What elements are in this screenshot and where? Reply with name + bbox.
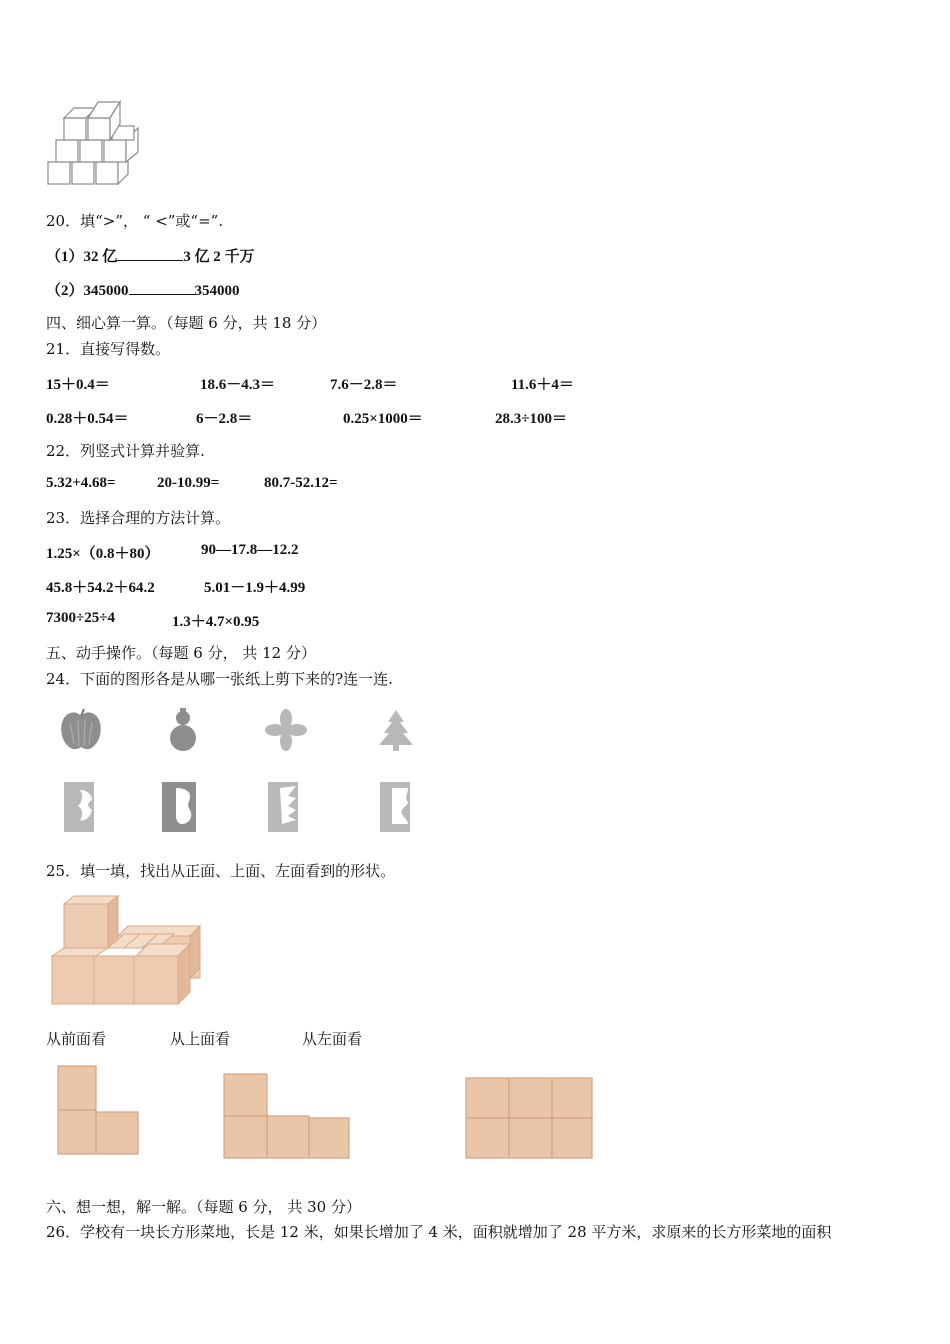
q20-item-1 (46, 246, 255, 266)
q21-row1-item4: 11.6＋4＝ (511, 377, 574, 393)
q24-title: 24．下面的图形各是从哪一张纸上剪下来的?连一连. (46, 670, 393, 688)
q21-row2-item1: 0.28＋0.54＝ (46, 411, 129, 427)
q20-item2-left: （2）345000 (46, 283, 129, 299)
view-shape-1[interactable] (56, 1064, 142, 1158)
q26-title: 26．学校有一块长方形菜地，长是 12 米，如果长增加了 4 米，面积就增加了 28 平方米，求原来的长方形菜地的面积 (46, 1223, 832, 1241)
section5-title: 五、动手操作。（每题 6 分， 共 12 分） (46, 644, 316, 662)
q20-item2-blank[interactable] (129, 280, 195, 295)
q23-row3-item2: 1.3＋4.7×0.95 (172, 614, 260, 630)
q20-item-2 (46, 280, 240, 300)
q20-item2-right: 354000 (194, 283, 240, 299)
q21-row1-item2: 18.6－4.3＝ (200, 377, 276, 393)
q21-row1-item1: 15＋0.4＝ (46, 377, 110, 393)
q23-row2-item2: 5.01－1.9＋4.99 (204, 580, 306, 596)
q20-item1-right: 3 亿 2 千万 (183, 249, 255, 265)
section6-title: 六、想一想，解一解。（每题 6 分， 共 30 分） (46, 1198, 361, 1216)
q21-row2-item4: 28.3÷100＝ (495, 411, 567, 427)
q23-row1-item2: 90—17.8—12.2 (201, 542, 299, 558)
flower-shape-icon[interactable] (264, 708, 308, 752)
q25-label-front: 从前面看 (46, 1030, 107, 1048)
view-shape-2[interactable] (222, 1072, 354, 1162)
q23-title: 23．选择合理的方法计算。 (46, 509, 231, 527)
apple-shape-icon[interactable] (58, 708, 104, 752)
q20-title: 20．填“>”， “ <”或“=”. (46, 212, 224, 230)
q22-title: 22．列竖式计算并验算. (46, 442, 205, 460)
orange-cube-stack-figure (48, 896, 208, 1008)
tree-shape-icon[interactable] (375, 708, 417, 752)
cube-stack-top-row (64, 102, 134, 140)
gourd-shape-icon[interactable] (163, 706, 203, 754)
q20-item1-left: （1）32 亿 (46, 249, 118, 265)
q25-title: 25．填一填，找出从正面、上面、左面看到的形状。 (46, 862, 396, 880)
q23-row3-item1: 7300÷25÷4 (46, 610, 115, 626)
paper-cutout-2[interactable] (160, 780, 198, 834)
q21-title: 21．直接写得数。 (46, 340, 171, 358)
q22-item2: 20-10.99= (157, 475, 220, 491)
q20-item1-blank[interactable] (117, 246, 183, 261)
paper-cutout-4[interactable] (378, 780, 412, 834)
q22-item1: 5.32+4.68= (46, 475, 116, 491)
q21-row2-item3: 0.25×1000＝ (343, 411, 423, 427)
q23-row1-item1: 1.25×（0.8＋80） (46, 546, 160, 562)
paper-cutout-1[interactable] (62, 780, 96, 834)
q25-label-top: 从上面看 (170, 1030, 231, 1048)
cube-stack-figure (44, 98, 144, 193)
section4-title: 四、细心算一算。（每题 6 分，共 18 分） (46, 314, 327, 332)
q21-row1-item3: 7.6－2.8＝ (330, 377, 398, 393)
view-shape-3[interactable] (464, 1076, 596, 1162)
paper-cutout-3[interactable] (266, 780, 300, 834)
q22-item3: 80.7-52.12= (264, 475, 338, 491)
q25-label-left: 从左面看 (302, 1030, 363, 1048)
q21-row2-item2: 6－2.8＝ (196, 411, 253, 427)
q23-row2-item1: 45.8＋54.2＋64.2 (46, 580, 155, 596)
